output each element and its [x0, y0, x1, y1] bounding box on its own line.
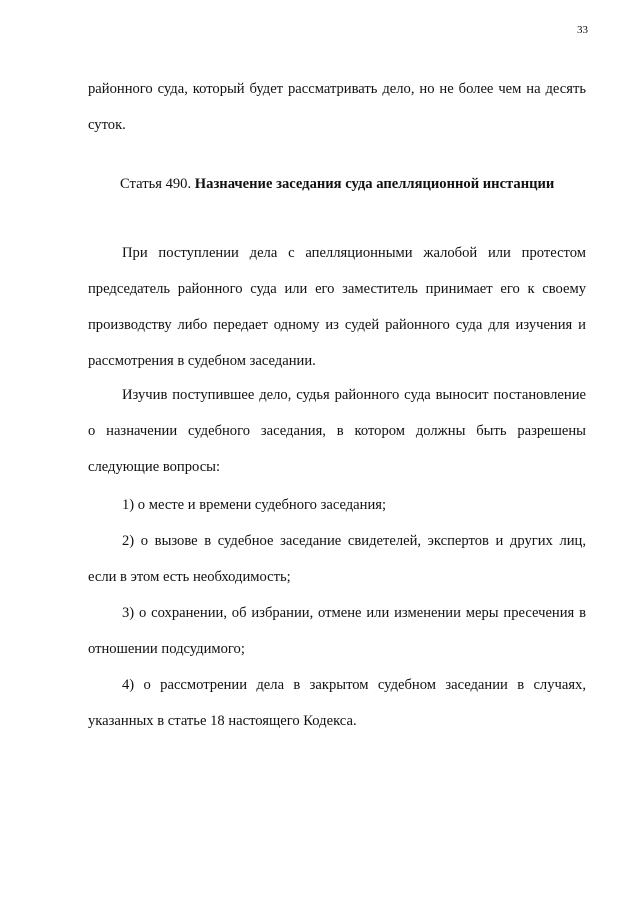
- continuation-paragraph: районного суда, который будет рассматривать дело, но не более чем на десять суток.: [88, 80, 586, 133]
- paragraph-receipt-of-case: При поступлении дела с апелляционными жалобой или протестом председатель районного суда или его заместитель принимает его к своему производству либо передает одному из судей районного суда для изучения и рассмотрения в судебном заседании.: [88, 244, 586, 369]
- article-title: Назначение заседания суда апелляционной инстанции: [194, 176, 555, 192]
- page-number: 33: [577, 24, 588, 36]
- paragraph-study-of-case: Изучив поступившее дело, судья районного суда выносит постановление о назначении судебного заседания, в котором должны быть разрешены следующие вопросы:: [88, 386, 586, 475]
- list-item-2: 2) о вызове в судебное заседание свидетелей, экспертов и других лиц, если в этом есть необходимость;: [88, 532, 586, 585]
- article-heading: [120, 170, 600, 198]
- list-item-1: 1) о месте и времени судебного заседания;: [122, 496, 387, 513]
- article-number: Статья 490.: [120, 176, 192, 192]
- list-item-3: 3) о сохранении, об избрании, отмене или изменении меры пресечения в отношении подсудимого;: [88, 604, 586, 657]
- list-item-4: 4) о рассмотрении дела в закрытом судебном заседании в случаях, указанных в статье 18 настоящего Кодекса.: [88, 676, 586, 729]
